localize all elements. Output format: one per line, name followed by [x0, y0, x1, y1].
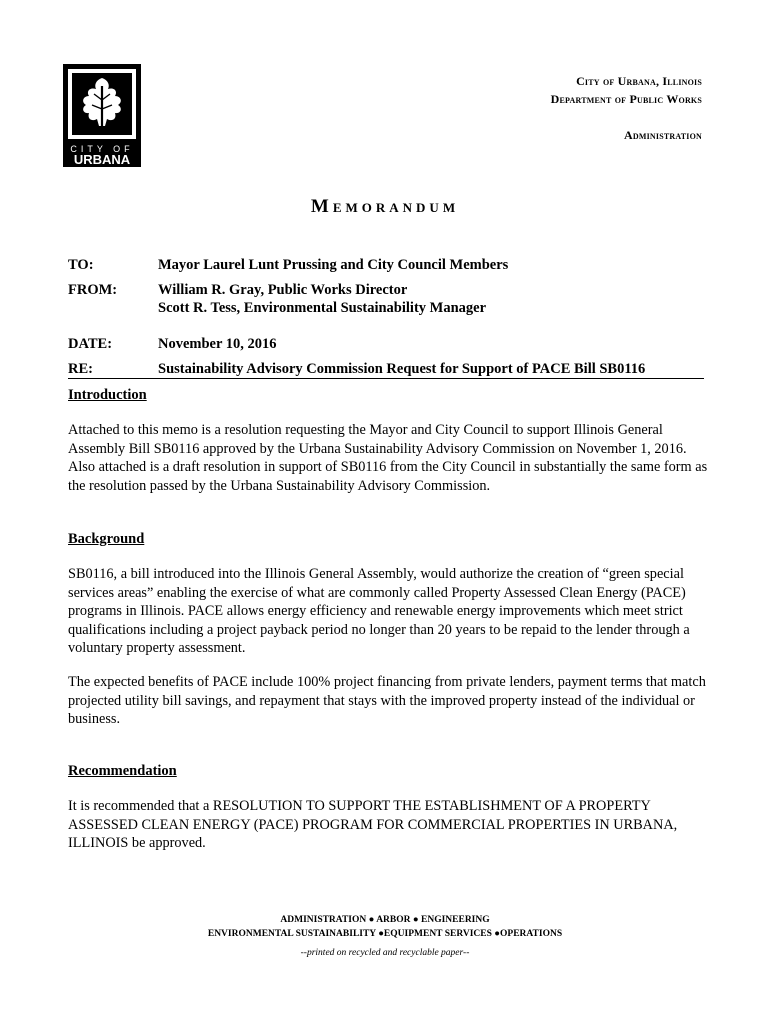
- intro-paragraph: Attached to this memo is a resolution requesting the Mayor and City Council to support Illinois General Assembly Bill SB0116 approved by the Urbana Sustainability Advisory Commission on November 1, 2016. Also attached is a draft resolution in support of SB0116 from the City Council in substantially the same form as the resolution passed by the Urbana Sustainability Advisory Commission.: [68, 422, 708, 494]
- date-label: DATE:: [68, 336, 113, 352]
- footer-divisions-line1: ADMINISTRATION ● ARBOR ● ENGINEERING: [280, 915, 490, 925]
- logo-text-line1: CITY OF: [70, 144, 134, 154]
- from-value-1: William R. Gray, Public Works Director: [158, 282, 408, 298]
- city-of-urbana-logo: [63, 64, 141, 167]
- department-name: Department of Public Works: [550, 92, 702, 106]
- from-value-2: Scott R. Tess, Environmental Sustainability Manager: [158, 300, 487, 316]
- background-paragraph-2: The expected benefits of PACE include 100% project financing from private lenders, payment terms that match projected utility bill savings, and repayment that stays with the improved property instead of the individual or business.: [68, 674, 706, 727]
- to-value: Mayor Laurel Lunt Prussing and City Council Members: [158, 257, 509, 273]
- oak-leaf-icon: [63, 64, 141, 167]
- department-header: [551, 72, 702, 144]
- date-value: November 10, 2016: [158, 336, 277, 352]
- background-paragraph-1: SB0116, a bill introduced into the Illinois General Assembly, would authorize the creation of “green special services areas” enabling the exercise of what are commonly called Property Assessed Clean Energy (PACE) programs in Illinois. PACE allows energy efficiency and renewable energy improvements which meet strict qualifications including a project payback period no longer than 20 years to be repaid to the lender through a voluntary property assessment.: [68, 566, 690, 656]
- division-name: Administration: [624, 128, 702, 142]
- header-divider: [68, 378, 704, 379]
- re-value: Sustainability Advisory Commission Request for Support of PACE Bill SB0116: [158, 361, 646, 377]
- printed-note: --printed on recycled and recyclable paper--: [300, 948, 470, 958]
- recommendation-heading: Recommendation: [68, 763, 177, 779]
- intro-heading: Introduction: [68, 387, 147, 403]
- memo-title: Memorandum: [310, 196, 460, 217]
- footer-divisions-line2: ENVIRONMENTAL SUSTAINABILITY ●EQUIPMENT SERVICES ●OPERATIONS: [207, 929, 563, 939]
- background-heading: Background: [68, 531, 145, 547]
- from-label: FROM:: [68, 282, 118, 298]
- to-label: TO:: [68, 257, 94, 273]
- logo-text-line2: URBANA: [73, 152, 131, 167]
- recommendation-paragraph: It is recommended that a RESOLUTION TO SUPPORT THE ESTABLISHMENT OF A PROPERTY ASSESSED CLEAN ENERGY (PACE) PROGRAM FOR COMMERCIAL PROPERTIES IN URBANA, ILLINOIS be approved.: [68, 798, 678, 851]
- city-name: City of Urbana, Illinois: [576, 74, 702, 88]
- re-label: RE:: [68, 361, 93, 377]
